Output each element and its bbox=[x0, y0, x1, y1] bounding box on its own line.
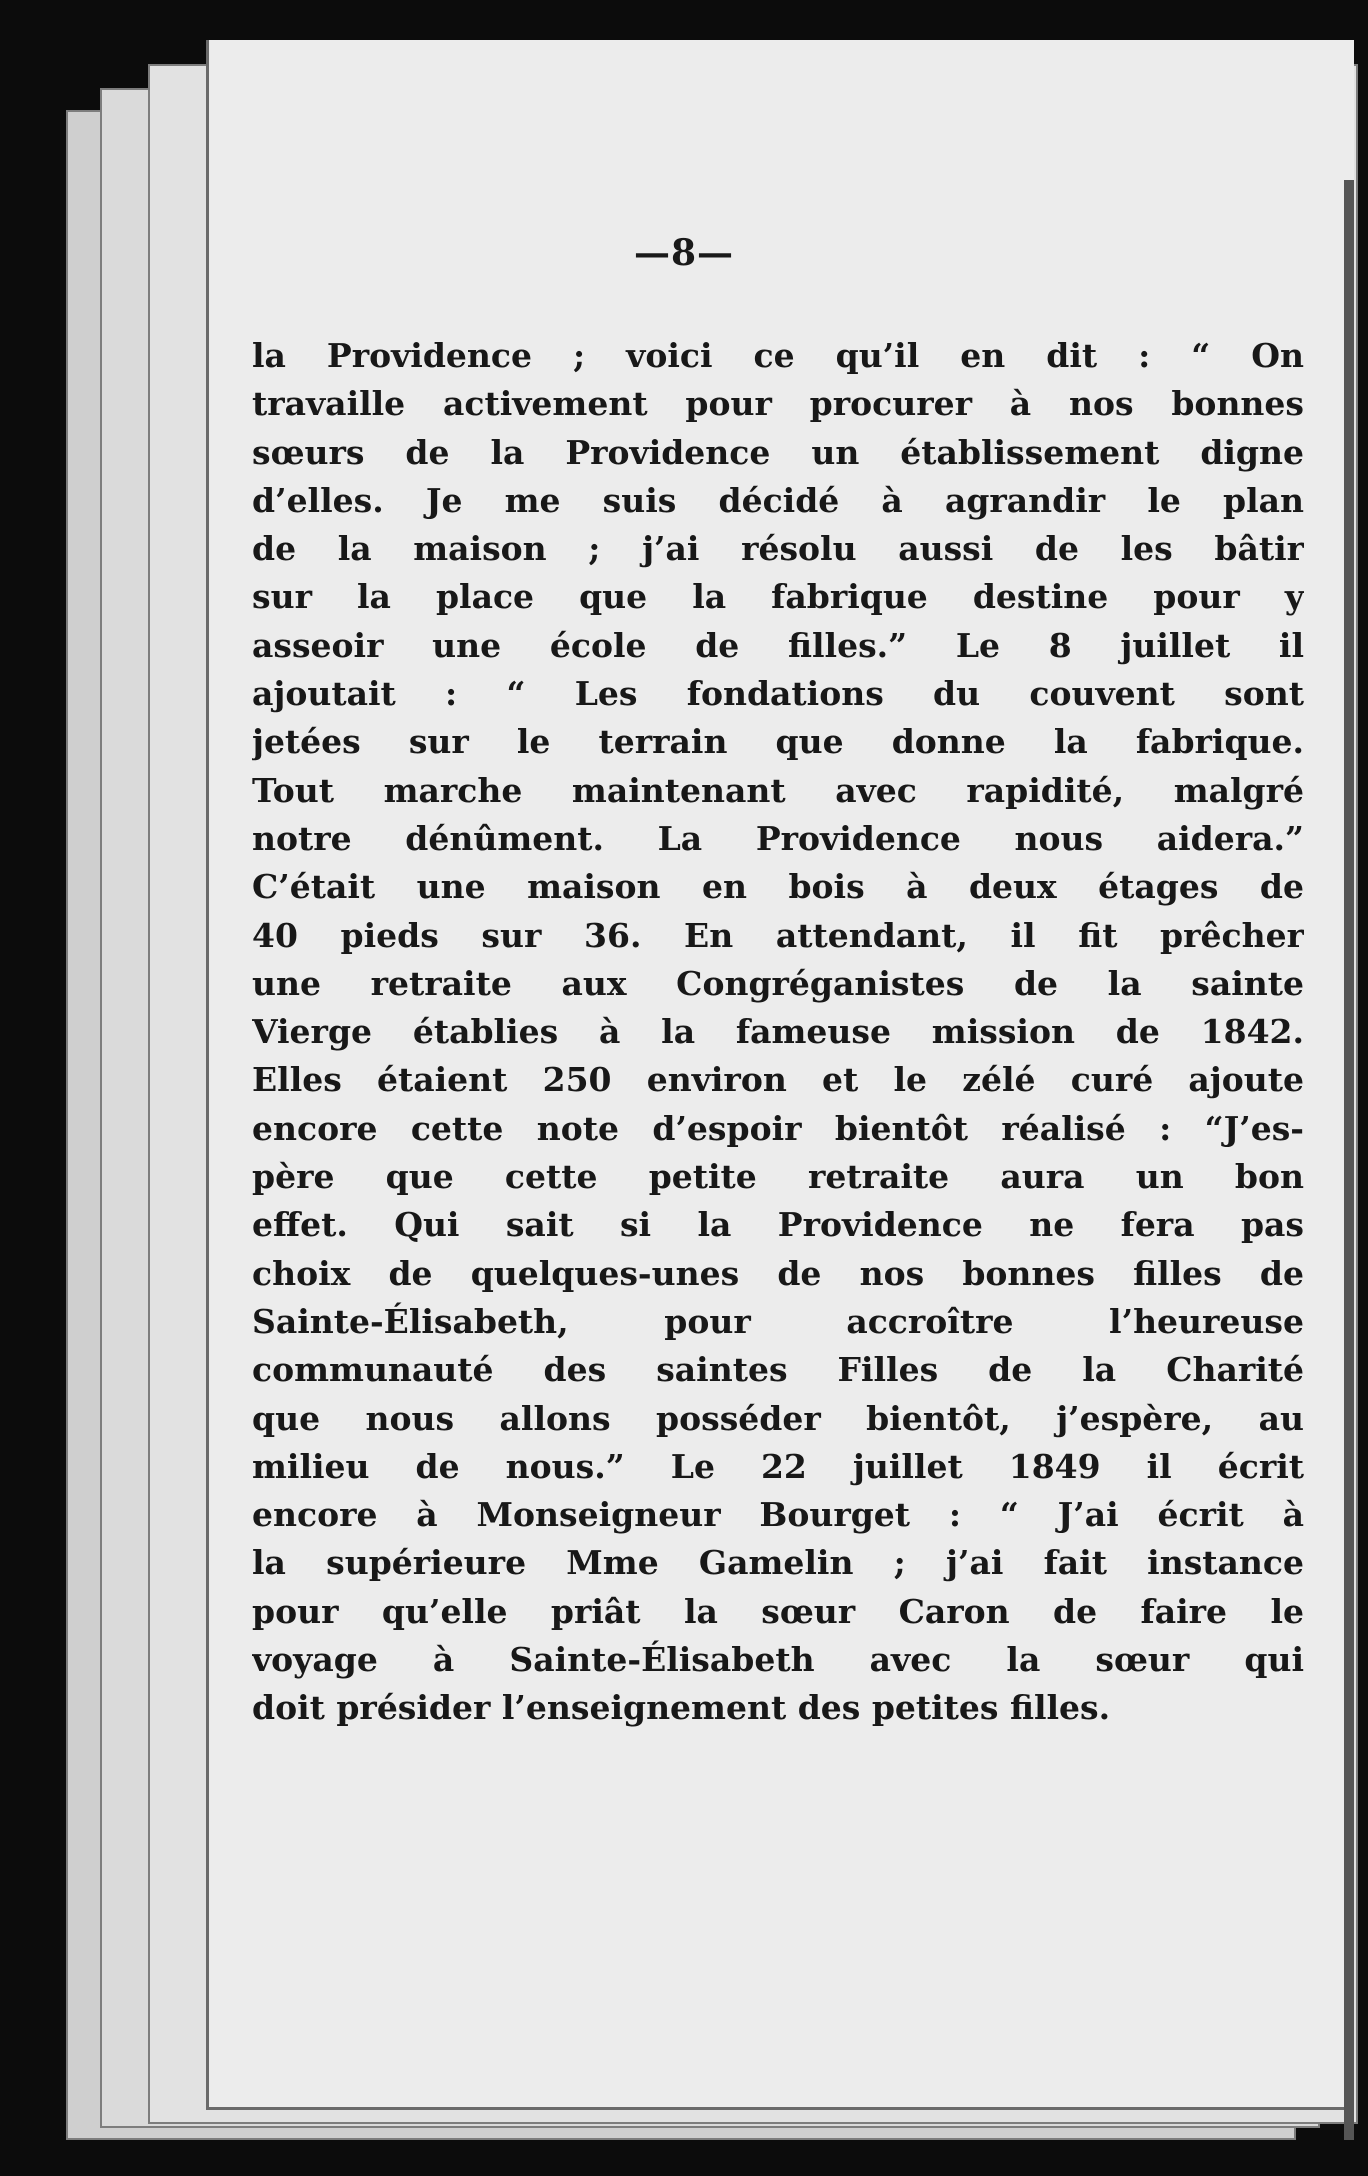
text-line: sœurs de la Providence un établissement digne bbox=[252, 432, 1304, 472]
text-line: pour qu’elle priât la sœur Caron de faire le bbox=[252, 1591, 1304, 1631]
body-text bbox=[252, 332, 1304, 1733]
text-line: Sainte-Élisabeth, pour accroître l’heureuse bbox=[252, 1301, 1304, 1341]
text-line: d’elles. Je me suis décidé à agrandir le plan bbox=[252, 480, 1304, 520]
text-line: milieu de nous.” Le 22 juillet 1849 il écrit bbox=[252, 1446, 1304, 1486]
text-line: communauté des saintes Filles de la Charité bbox=[252, 1350, 1304, 1390]
text-line: encore à Monseigneur Bourget : “ J’ai écrit à bbox=[252, 1495, 1304, 1535]
text-line: de la maison ; j’ai résolu aussi de les bâtir bbox=[252, 529, 1304, 569]
text-line: choix de quelques-unes de nos bonnes filles de bbox=[252, 1253, 1304, 1293]
text-line: jetées sur le terrain que donne la fabrique. bbox=[252, 722, 1304, 762]
text-line: voyage à Sainte-Élisabeth avec la sœur qui bbox=[252, 1640, 1304, 1680]
text-line: C’était une maison en bois à deux étages de bbox=[252, 867, 1304, 907]
text-line: doit présider l’enseignement des petites filles. bbox=[252, 1688, 1111, 1728]
page-number: —8— bbox=[633, 232, 735, 274]
text-line: effet. Qui sait si la Providence ne fera pas bbox=[252, 1205, 1304, 1245]
text-line: la Providence ; voici ce qu’il en dit : “ On bbox=[252, 336, 1304, 375]
text-line: que nous allons posséder bientôt, j’espère, au bbox=[252, 1398, 1304, 1438]
text-line: la supérieure Mme Gamelin ; j’ai fait instance bbox=[252, 1543, 1304, 1583]
text-line: asseoir une école de filles.” Le 8 juillet il bbox=[252, 625, 1304, 665]
page-edge-shadow bbox=[1344, 180, 1354, 2140]
text-line: une retraite aux Congréganistes de la sainte bbox=[252, 963, 1304, 1003]
text-line: Vierge établies à la fameuse mission de 1842. bbox=[252, 1012, 1304, 1052]
text-line: ajoutait : “ Les fondations du couvent sont bbox=[252, 674, 1304, 714]
text-line: sur la place que la fabrique destine pour y bbox=[252, 577, 1304, 617]
text-line: encore cette note d’espoir bientôt réalisé : “J’es- bbox=[252, 1108, 1304, 1148]
text-line: Elles étaient 250 environ et le zélé curé ajoute bbox=[252, 1060, 1304, 1100]
text-line: Tout marche maintenant avec rapidité, malgré bbox=[252, 770, 1304, 810]
text-line: travaille activement pour procurer à nos bonnes bbox=[252, 384, 1304, 424]
text-line: 40 pieds sur 36. En attendant, il fit prêcher bbox=[252, 915, 1304, 955]
text-line: notre dénûment. La Providence nous aidera.” bbox=[252, 818, 1304, 858]
text-line: père que cette petite retraite aura un bon bbox=[252, 1157, 1304, 1197]
